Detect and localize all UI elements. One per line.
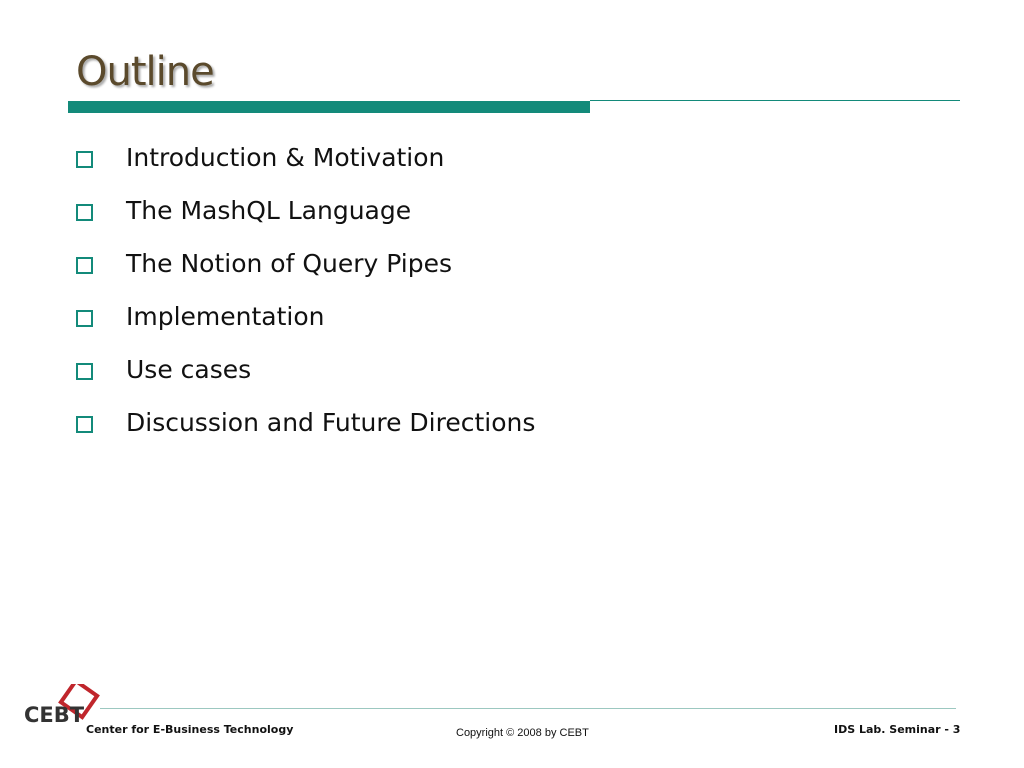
- logo-text: CEBT: [24, 703, 85, 727]
- slide-title: Outline: [76, 49, 214, 95]
- list-item-text: The Notion of Query Pipes: [126, 249, 452, 278]
- list-item: [76, 246, 535, 299]
- outline-list: [76, 140, 535, 458]
- hollow-square-bullet-icon: [76, 204, 93, 221]
- list-item: [76, 299, 535, 352]
- footer-divider: [100, 708, 956, 709]
- list-item: [76, 193, 535, 246]
- list-item-text: The MashQL Language: [126, 196, 412, 225]
- list-item: [76, 405, 535, 458]
- title-underline-thick: [68, 101, 590, 113]
- hollow-square-bullet-icon: [76, 310, 93, 327]
- hollow-square-bullet-icon: [76, 363, 93, 380]
- list-item: [76, 140, 535, 193]
- list-item-text: Discussion and Future Directions: [126, 408, 536, 437]
- list-item: [76, 352, 535, 405]
- hollow-square-bullet-icon: [76, 151, 93, 168]
- list-item-text: Implementation: [126, 302, 325, 331]
- footer-organization: Center for E-Business Technology: [86, 723, 294, 736]
- footer-copyright: Copyright © 2008 by CEBT: [456, 727, 589, 739]
- footer-page-label: IDS Lab. Seminar - 3: [834, 723, 961, 736]
- title-underline-thin: [590, 100, 960, 101]
- list-item-text: Introduction & Motivation: [126, 143, 445, 172]
- list-item-text: Use cases: [126, 355, 252, 384]
- hollow-square-bullet-icon: [76, 416, 93, 433]
- hollow-square-bullet-icon: [76, 257, 93, 274]
